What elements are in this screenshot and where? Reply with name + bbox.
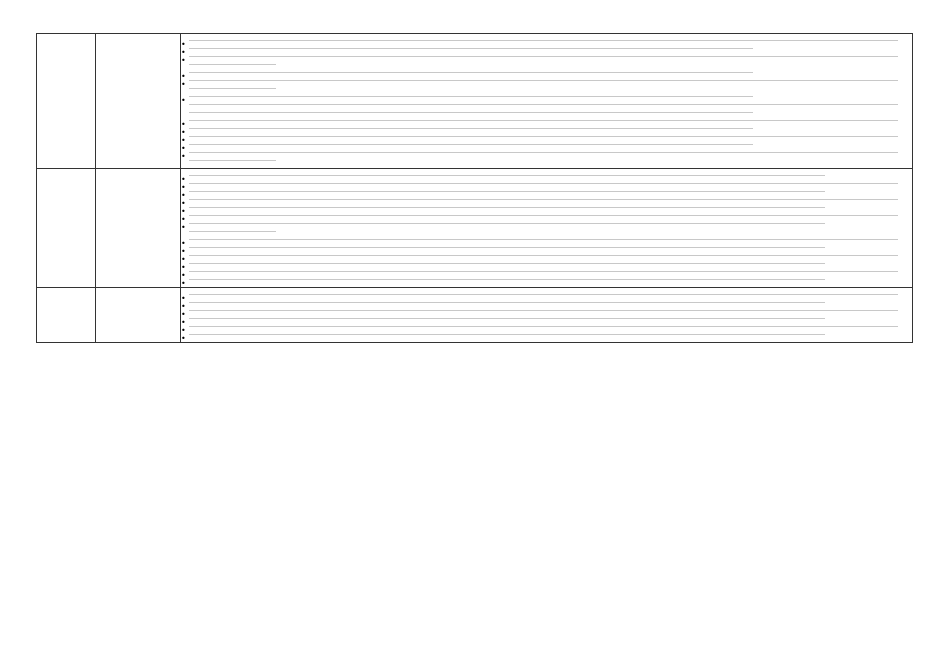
list-item: [181, 72, 912, 73]
text-placeholder-line: [189, 120, 898, 121]
list-item: [181, 302, 912, 303]
text-placeholder-line: [189, 175, 825, 176]
text-placeholder-line: [189, 247, 825, 248]
text-placeholder-line: [189, 136, 898, 137]
text-placeholder-line: [189, 215, 898, 216]
text-placeholder-line: [189, 318, 825, 319]
list-item: [181, 207, 912, 208]
list-item: [181, 136, 912, 137]
list-item: [181, 294, 912, 295]
list-item: [181, 239, 912, 240]
text-placeholder-line: [189, 334, 825, 335]
list-item: [181, 144, 912, 145]
list-item: [181, 48, 912, 49]
text-placeholder-line: [189, 326, 898, 327]
text-placeholder-line: [189, 255, 898, 256]
text-placeholder-line: [189, 294, 898, 295]
text-placeholder-line: [189, 144, 753, 145]
empty-cell: [37, 169, 96, 288]
bullet-cell: [181, 169, 913, 288]
text-placeholder-line: [189, 56, 898, 57]
text-placeholder-line: [189, 96, 753, 97]
text-placeholder-line: [189, 160, 276, 161]
list-item: [181, 183, 912, 184]
text-placeholder-line: [189, 302, 825, 303]
list-item: [181, 247, 912, 248]
category-cell: [96, 288, 181, 343]
text-placeholder-line: [189, 279, 825, 280]
empty-cell: [37, 288, 96, 343]
table-row: [37, 169, 913, 288]
list-item: [181, 199, 912, 200]
text-placeholder-line: [189, 40, 898, 41]
text-placeholder-line: [189, 72, 753, 73]
list-item: [181, 215, 912, 216]
table-row: [37, 34, 913, 169]
list-item: [181, 326, 912, 327]
text-placeholder-line: [189, 191, 825, 192]
list-item: [181, 120, 912, 121]
content-table: [36, 33, 913, 343]
bullet-list: [181, 294, 912, 335]
text-placeholder-line: [189, 183, 898, 184]
text-placeholder-line: [189, 128, 753, 129]
list-item: [181, 152, 912, 161]
list-item: [181, 80, 912, 89]
text-placeholder-line: [189, 199, 898, 200]
list-item: [181, 128, 912, 129]
text-placeholder-line: [189, 104, 898, 105]
text-placeholder-line: [189, 239, 898, 240]
text-placeholder-line: [189, 48, 753, 49]
text-placeholder-line: [189, 88, 276, 89]
content-table-body: [37, 34, 913, 343]
text-placeholder-line: [189, 271, 898, 272]
empty-cell: [37, 34, 96, 169]
list-item: [181, 279, 912, 280]
list-item: [181, 255, 912, 256]
list-item: [181, 96, 912, 113]
text-placeholder-line: [189, 310, 898, 311]
list-item: [181, 56, 912, 65]
table-row: [37, 288, 913, 343]
text-placeholder-line: [189, 64, 276, 65]
list-item: [181, 191, 912, 192]
bullet-list: [181, 40, 912, 161]
bullet-cell: [181, 34, 913, 169]
text-placeholder-line: [189, 80, 898, 81]
category-cell: [96, 34, 181, 169]
category-cell: [96, 169, 181, 288]
text-placeholder-line: [189, 263, 825, 264]
list-item: [181, 175, 912, 176]
list-item: [181, 263, 912, 264]
list-item: [181, 318, 912, 319]
list-item: [181, 310, 912, 311]
text-placeholder-line: [189, 207, 825, 208]
text-placeholder-line: [189, 223, 825, 224]
text-placeholder-line: [189, 112, 753, 113]
bullet-cell: [181, 288, 913, 343]
list-item: [181, 271, 912, 272]
bullet-list: [181, 175, 912, 280]
list-item: [181, 223, 912, 232]
text-placeholder-line: [189, 231, 276, 232]
list-item: [181, 334, 912, 335]
list-item: [181, 40, 912, 41]
text-placeholder-line: [189, 152, 898, 153]
